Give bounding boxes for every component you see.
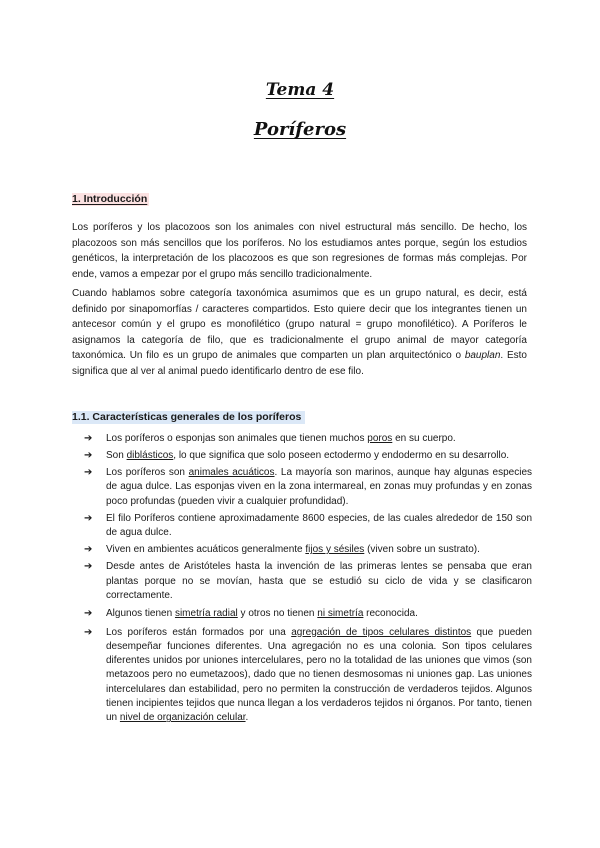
arrow-right-icon: ➔ — [84, 544, 93, 556]
list-item: ➔ Los poríferos o esponjas son animales que tienen muchos poros en su cuerpo. — [72, 432, 532, 446]
intro-paragraph-1: Los poríferos y los placozoos son los animales con nivel estructural más sencillo. De hecho, los placozoos son más sencillos que los poríferos. No los estudiamos antes porque, según los estudios genéticos, la interpretación de los placozoos es que son regresiones de formas más complejas. Por ende, vamos a empezar por el grupo más sencillo tradicionalmente. — [72, 222, 527, 280]
list-item: ➔ Viven en ambientes acuáticos generalmente fijos y sésiles (viven sobre un sustrato). — [72, 543, 532, 557]
underlined-term: simetría radial — [174, 608, 238, 620]
underlined-term: agregación de tipos celulares distintos — [291, 626, 472, 638]
list-item: ➔ Algunos tienen simetría radial y otros no tienen ni simetría reconocida. — [72, 607, 532, 621]
document-subtitle: Poríferos — [253, 119, 347, 140]
list-item: ➔ Los poríferos están formados por una agregación de tipos celulares distintos que pueden desempeñar funciones diferentes. Una agregación no es una colonia. Son tipos celulares diferentes unidos por uniones intercelulares, pero no la totalidad de las uniones que vimos (son metazoos pero no eumetazoos), dado que no tienen desmosomas ni uniones gap. Las uniones intercelulares dan estabilidad, pero no permiten la construcción de verdaderos tejidos. Algunos tienen incipientes tejidos que nunca llegan a los verdaderos tejidos ni órganos. Por tanto, tienen un nivel de organización celular. — [84, 626, 532, 724]
list-item: ➔ Los poríferos son animales acuáticos. La mayoría son marinos, aunque hay algunas especies de agua dulce. Las esponjas viven en la zona intermareal, en zonas muy profundas y en zonas poco profundas (pueden vivir a cualquier profundidad). — [84, 467, 532, 507]
arrow-right-icon: ➔ — [84, 512, 93, 524]
underlined-term: fijos y sésiles — [305, 544, 365, 556]
underlined-term: nivel de organización celular — [119, 712, 246, 724]
arrow-right-icon: ➔ — [84, 608, 93, 620]
intro-paragraph-2 — [72, 286, 527, 379]
section-heading-caracteristicas: 1.1. Características generales de los poríferos — [72, 411, 305, 424]
underlined-term: diblásticos — [126, 450, 174, 462]
underlined-term: animales acuáticos — [188, 467, 275, 479]
arrow-right-icon: ➔ — [84, 467, 93, 479]
underlined-term: poros — [367, 433, 393, 444]
section-heading-introduccion: 1. Introducción — [72, 193, 148, 205]
underlined-term: ni simetría — [317, 608, 364, 620]
list-item: ➔ El filo Poríferos contiene aproximadamente 8600 especies, de las cuales alrededor de 150 son de agua dulce. — [84, 512, 532, 539]
characteristics-list — [72, 432, 532, 728]
list-item: ➔ Desde antes de Aristóteles hasta la invención de las primeras lentes se pensaba que eran plantas porque no se movían, hasta que se estudió su ciclo de vida y se clasificaron correctamente. — [84, 561, 532, 601]
arrow-right-icon: ➔ — [84, 561, 93, 573]
emphasis-bauplan: bauplan — [464, 350, 501, 361]
arrow-right-icon: ➔ — [84, 450, 93, 462]
paragraph-text: Cuando hablamos sobre categoría taxonómica asumimos que es un grupo natural, es decir, está definido por sinapomorfías / caracteres compartidos. Esto quiere decir que los integrantes tienen un antecesor común y el grupo es monofilético (grupo natural = grupo monofilético). A Poríferos le asignamos la categoría de filo, que es tradicionalmente el grupo animal de mayor categoría taxonómica. Un filo es un grupo de animales que comparten un plan arquitectónico o — [72, 288, 527, 361]
document-title: Tema 4 — [265, 80, 335, 100]
arrow-right-icon: ➔ — [84, 433, 93, 444]
paragraph-text: . Esto significa que al ver al animal puedo identificarlo dentro de ese filo. — [72, 350, 527, 377]
list-item: ➔ Son diblásticos, lo que significa que solo poseen ectodermo y endodermo en su desarrollo. — [72, 449, 532, 463]
arrow-right-icon: ➔ — [84, 626, 93, 638]
